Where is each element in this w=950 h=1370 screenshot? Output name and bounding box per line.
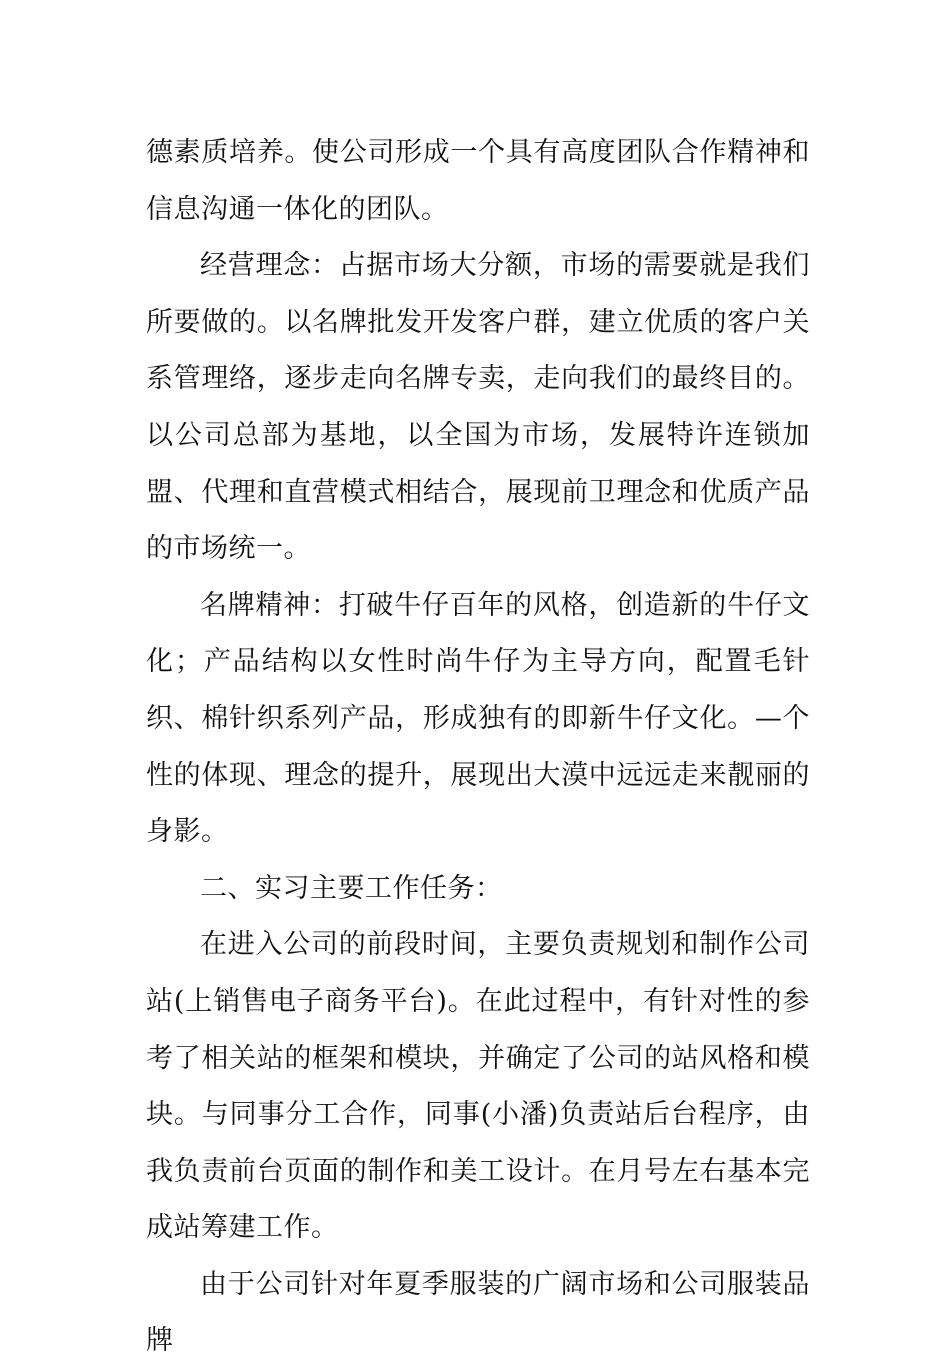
paragraph-business-philosophy: 经营理念：占据市场大分额，市场的需要就是我们所要做的。以名牌批发开发客户群，建立优质的客户关系管理络，逐步走向名牌专卖，走向我们的最终目的。以公司总部为基地，以全国为市场，发展特许连锁加盟、代理和直营模式相结合，展现前卫理念和优质产品的市场统一。 xyxy=(146,250,810,565)
section-heading-internship-tasks: 二、实习主要工作任务： xyxy=(200,872,503,904)
paragraph-website-work: 在进入公司的前段时间，主要负责规划和制作公司站(上销售电子商务平台)。在此过程中，有针对性的参考了相关站的框架和模块，并确定了公司的站风格和模块。与同事分工合作，同事(小潘)负责站后台程序，由我负责前台页面的制作和美工设计。在月号左右基本完成站筹建工作。 xyxy=(146,929,810,1244)
paragraph-brand-spirit: 名牌精神：打破牛仔百年的风格，创造新的牛仔文化；产品结构以女性时尚牛仔为主导方向，配置毛针织、棉针织系列产品，形成独有的即新牛仔文化。—个性的体现、理念的提升，展现出大漠中远远走来靓丽的身影。 xyxy=(146,589,810,848)
document-body xyxy=(146,125,810,1370)
paragraph-summer-market: 由于公司针对年夏季服装的广阔市场和公司服装品牌 xyxy=(146,1268,810,1357)
paragraph-continuation: 德素质培养。使公司形成一个具有高度团队合作精神和信息沟通一体化的团队。 xyxy=(146,137,810,225)
